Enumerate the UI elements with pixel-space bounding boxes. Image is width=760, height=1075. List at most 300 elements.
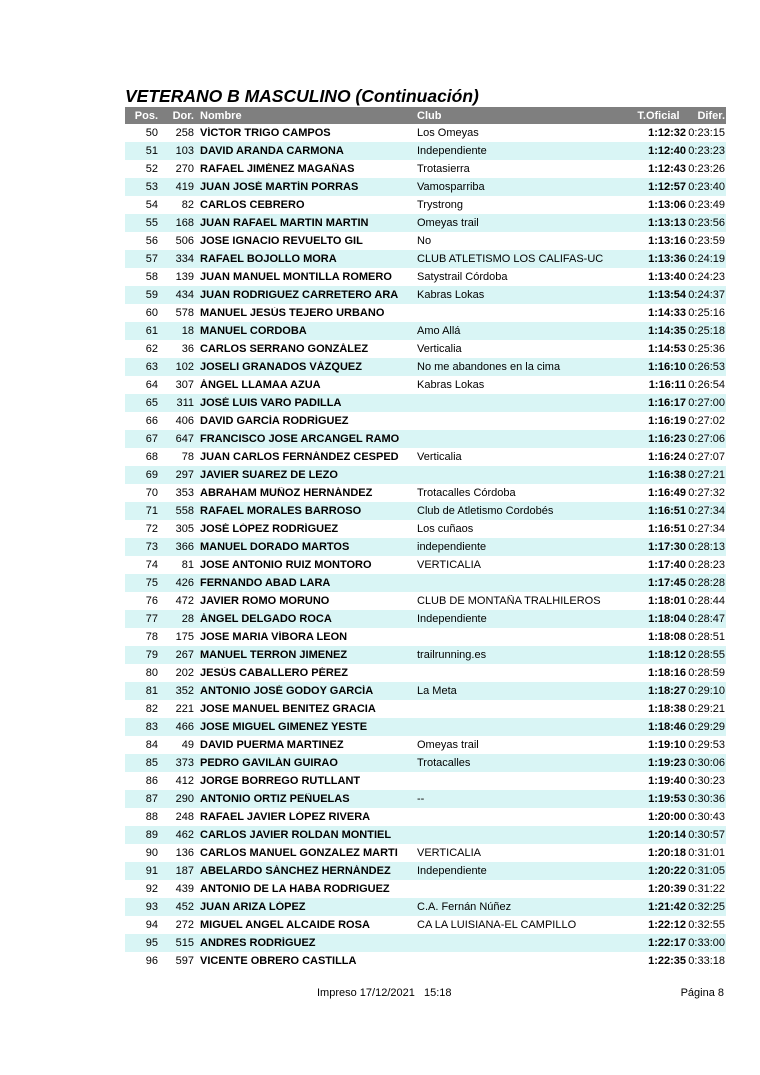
cell-diff: 0:32:55 [688, 919, 725, 931]
table-row [125, 466, 726, 484]
cell-dor: 175 [175, 631, 194, 643]
cell-time: 1:13:16 [648, 235, 686, 247]
cell-time: 1:14:53 [648, 343, 686, 355]
cell-diff: 0:31:05 [688, 865, 725, 877]
cell-pos: 64 [145, 379, 158, 391]
cell-name: MANUEL JESÚS TEJERO URBANO [200, 307, 385, 319]
cell-dor: 221 [175, 703, 194, 715]
cell-time: 1:18:04 [648, 613, 686, 625]
cell-dor: 466 [175, 721, 194, 733]
table-row [125, 592, 726, 610]
cell-dor: 272 [175, 919, 194, 931]
cell-time: 1:22:35 [648, 955, 686, 967]
cell-club: VERTICALIA [417, 847, 481, 859]
cell-pos: 73 [145, 541, 158, 553]
cell-dor: 103 [175, 145, 194, 157]
cell-pos: 59 [145, 289, 158, 301]
cell-diff: 0:30:57 [688, 829, 725, 841]
cell-dor: 28 [181, 613, 194, 625]
table-row [125, 250, 726, 268]
table-row [125, 700, 726, 718]
cell-pos: 65 [145, 397, 158, 409]
cell-pos: 96 [145, 955, 158, 967]
cell-dor: 49 [181, 739, 194, 751]
cell-diff: 0:27:21 [688, 469, 725, 481]
cell-club: -- [417, 793, 425, 805]
cell-club: Omeyas trail [417, 217, 479, 229]
header-dor: Dor. [172, 109, 194, 122]
cell-name: ÁNGEL LLAMAA AZUA [200, 379, 321, 391]
cell-diff: 0:28:23 [688, 559, 725, 571]
cell-diff: 0:32:25 [688, 901, 725, 913]
header-pos: Pos. [134, 109, 158, 122]
cell-pos: 52 [145, 163, 158, 175]
cell-pos: 71 [145, 505, 158, 517]
cell-name: VICENTE OBRERO CASTILLA [200, 955, 357, 967]
cell-name: ÁNGEL DELGADO ROCA [200, 613, 332, 625]
header-name: Nombre [200, 109, 242, 122]
cell-time: 1:13:40 [648, 271, 686, 283]
cell-name: JOSELI GRANADOS VÁZQUEZ [200, 361, 362, 373]
table-row [125, 574, 726, 592]
cell-club: trailrunning.es [417, 649, 487, 661]
cell-name: CARLOS CEBRERO [200, 199, 305, 211]
cell-diff: 0:24:19 [688, 253, 725, 265]
cell-name: JOSE MANUEL BENITEZ GRACIA [200, 703, 376, 715]
cell-diff: 0:23:40 [688, 181, 725, 193]
page-title: VETERANO B MASCULINO (Continuación) [125, 86, 479, 106]
cell-dor: 412 [175, 775, 194, 787]
cell-pos: 74 [145, 559, 158, 571]
cell-time: 1:20:14 [648, 829, 686, 841]
table-row [125, 520, 726, 538]
cell-pos: 80 [145, 667, 158, 679]
cell-diff: 0:23:49 [688, 199, 725, 211]
cell-diff: 0:29:21 [688, 703, 725, 715]
cell-time: 1:22:17 [648, 937, 686, 949]
cell-name: MANUEL DORADO MARTOS [200, 541, 350, 553]
cell-time: 1:16:24 [648, 451, 686, 463]
header-club: Club [417, 109, 442, 122]
cell-dor: 258 [175, 127, 194, 139]
cell-pos: 83 [145, 721, 158, 733]
cell-time: 1:18:38 [648, 703, 686, 715]
cell-diff: 0:27:32 [688, 487, 725, 499]
cell-club: Independiente [417, 145, 487, 157]
table-row [125, 862, 726, 880]
cell-club: La Meta [417, 685, 457, 697]
cell-time: 1:12:40 [648, 145, 686, 157]
cell-dor: 406 [175, 415, 194, 427]
cell-name: MANUEL TERRON JIMENEZ [200, 649, 348, 661]
cell-dor: 297 [175, 469, 194, 481]
cell-pos: 88 [145, 811, 158, 823]
cell-diff: 0:27:07 [688, 451, 725, 463]
cell-time: 1:16:10 [648, 361, 686, 373]
cell-time: 1:14:33 [648, 307, 686, 319]
table-row [125, 196, 726, 214]
cell-club: Trotacalles [417, 757, 471, 769]
cell-diff: 0:30:06 [688, 757, 725, 769]
table-row [125, 808, 726, 826]
table-row [125, 178, 726, 196]
cell-diff: 0:26:53 [688, 361, 725, 373]
cell-diff: 0:31:22 [688, 883, 725, 895]
table-row [125, 304, 726, 322]
cell-dor: 168 [175, 217, 194, 229]
cell-time: 1:19:23 [648, 757, 686, 769]
cell-dor: 647 [175, 433, 194, 445]
cell-pos: 63 [145, 361, 158, 373]
table-body [125, 124, 726, 970]
cell-name: FRANCISCO JOSE ARCANGEL RAMO [200, 433, 400, 445]
cell-diff: 0:23:56 [688, 217, 725, 229]
cell-diff: 0:33:00 [688, 937, 725, 949]
table-row [125, 610, 726, 628]
cell-name: PEDRO GAVILÁN GUIRAO [200, 757, 338, 769]
cell-name: VÍCTOR TRIGO CAMPOS [200, 127, 331, 139]
cell-dor: 18 [181, 325, 194, 337]
table-row [125, 628, 726, 646]
cell-pos: 54 [145, 199, 158, 211]
cell-name: JOSÉ LÓPEZ RODRÍGUEZ [200, 523, 339, 535]
cell-time: 1:13:36 [648, 253, 686, 265]
cell-diff: 0:25:18 [688, 325, 725, 337]
table-row [125, 268, 726, 286]
table-row [125, 340, 726, 358]
cell-time: 1:20:18 [648, 847, 686, 859]
cell-name: ABELARDO SÁNCHEZ HERNÁNDEZ [200, 865, 391, 877]
cell-dor: 452 [175, 901, 194, 913]
cell-time: 1:18:16 [648, 667, 686, 679]
cell-club: Satystrail Córdoba [417, 271, 508, 283]
cell-dor: 353 [175, 487, 194, 499]
cell-diff: 0:23:23 [688, 145, 725, 157]
cell-diff: 0:26:54 [688, 379, 725, 391]
cell-time: 1:13:54 [648, 289, 686, 301]
cell-diff: 0:29:29 [688, 721, 725, 733]
cell-name: RAFAEL MORALES BARROSO [200, 505, 362, 517]
cell-name: JAVIER ROMO MORUNO [200, 595, 330, 607]
cell-club: C.A. Fernán Núñez [417, 901, 512, 913]
cell-name: CARLOS JAVIER ROLDAN MONTIEL [200, 829, 392, 841]
cell-diff: 0:28:44 [688, 595, 725, 607]
cell-time: 1:13:13 [648, 217, 686, 229]
cell-pos: 92 [145, 883, 158, 895]
cell-club: Trystrong [417, 199, 464, 211]
table-row [125, 232, 726, 250]
cell-club: independiente [417, 541, 487, 553]
cell-pos: 66 [145, 415, 158, 427]
table-row [125, 754, 726, 772]
cell-time: 1:12:57 [648, 181, 686, 193]
cell-dor: 334 [175, 253, 194, 265]
cell-name: RAFAEL JIMÉNEZ MAGAÑAS [200, 163, 355, 175]
cell-diff: 0:24:23 [688, 271, 725, 283]
table-row [125, 646, 726, 664]
cell-dor: 366 [175, 541, 194, 553]
cell-time: 1:21:42 [648, 901, 686, 913]
cell-club: CA LA LUISIANA-EL CAMPILLO [417, 919, 577, 931]
cell-club: CLUB ATLETISMO LOS CALIFAS-UC [417, 253, 604, 265]
cell-pos: 76 [145, 595, 158, 607]
cell-pos: 79 [145, 649, 158, 661]
cell-club: No me abandones en la cima [417, 361, 561, 373]
cell-pos: 68 [145, 451, 158, 463]
cell-time: 1:12:43 [648, 163, 686, 175]
table-row [125, 736, 726, 754]
cell-time: 1:22:12 [648, 919, 686, 931]
cell-pos: 51 [145, 145, 158, 157]
cell-name: JORGE BORREGO RUTLLANT [200, 775, 361, 787]
cell-pos: 82 [145, 703, 158, 715]
cell-dor: 307 [175, 379, 194, 391]
cell-club: Omeyas trail [417, 739, 479, 751]
cell-name: CARLOS SERRANO GONZÁLEZ [200, 343, 369, 355]
table-row [125, 412, 726, 430]
cell-diff: 0:30:36 [688, 793, 725, 805]
cell-name: MANUEL CORDOBA [200, 325, 307, 337]
table-row [125, 826, 726, 844]
cell-name: ANTONIO ORTIZ PEÑUELAS [200, 793, 350, 805]
cell-pos: 53 [145, 181, 158, 193]
table-row [125, 718, 726, 736]
table-row [125, 916, 726, 934]
cell-name: JAVIER SUAREZ DE LEZO [200, 469, 338, 481]
cell-name: JOSE MARIA VÍBORA LEON [200, 631, 348, 643]
cell-dor: 78 [181, 451, 194, 463]
cell-time: 1:16:51 [648, 523, 686, 535]
cell-pos: 57 [145, 253, 158, 265]
cell-name: ABRAHAM MUÑOZ HERNÁNDEZ [200, 487, 373, 499]
cell-dor: 36 [181, 343, 194, 355]
cell-dor: 248 [175, 811, 194, 823]
cell-dor: 434 [175, 289, 194, 301]
cell-pos: 81 [145, 685, 158, 697]
cell-dor: 187 [175, 865, 194, 877]
cell-name: RAFAEL JAVIER LÓPEZ RIVERA [200, 811, 371, 823]
cell-pos: 91 [145, 865, 158, 877]
cell-dor: 426 [175, 577, 194, 589]
cell-time: 1:14:35 [648, 325, 686, 337]
table-row [125, 502, 726, 520]
cell-diff: 0:29:53 [688, 739, 725, 751]
cell-pos: 87 [145, 793, 158, 805]
table-row [125, 664, 726, 682]
table-row [125, 538, 726, 556]
cell-name: ANDRES RODRÍGUEZ [200, 937, 316, 949]
cell-dor: 139 [175, 271, 194, 283]
cell-pos: 86 [145, 775, 158, 787]
cell-pos: 70 [145, 487, 158, 499]
table-row [125, 682, 726, 700]
cell-diff: 0:28:51 [688, 631, 725, 643]
table-row [125, 556, 726, 574]
table-row [125, 358, 726, 376]
cell-diff: 0:33:18 [688, 955, 725, 967]
cell-pos: 56 [145, 235, 158, 247]
cell-time: 1:16:23 [648, 433, 686, 445]
cell-name: MIGUEL ANGEL ALCAIDE ROSA [200, 919, 370, 931]
cell-dor: 81 [181, 559, 194, 571]
cell-time: 1:17:45 [648, 577, 686, 589]
cell-pos: 60 [145, 307, 158, 319]
cell-time: 1:18:46 [648, 721, 686, 733]
table-row [125, 790, 726, 808]
cell-diff: 0:30:43 [688, 811, 725, 823]
cell-name: FERNANDO ABAD LARA [200, 577, 331, 589]
cell-name: DAVID ARANDA CARMONA [200, 145, 344, 157]
cell-diff: 0:27:34 [688, 505, 725, 517]
table-row [125, 322, 726, 340]
cell-diff: 0:28:28 [688, 577, 725, 589]
cell-club: Kabras Lokas [417, 289, 485, 301]
cell-name: RAFAEL BOJOLLO MORA [200, 253, 337, 265]
cell-diff: 0:31:01 [688, 847, 725, 859]
cell-dor: 311 [176, 397, 194, 409]
cell-pos: 62 [145, 343, 158, 355]
cell-name: JUAN CARLOS FERNÁNDEZ CESPED [200, 451, 399, 463]
cell-name: JUAN JOSÉ MARTÍN PORRAS [200, 181, 359, 193]
cell-diff: 0:30:23 [688, 775, 725, 787]
table-row [125, 898, 726, 916]
print-date: Impreso 17/12/2021 15:18 [317, 987, 452, 999]
cell-club: Los cuñaos [417, 523, 474, 535]
table-row [125, 844, 726, 862]
cell-name: JOSE MIGUEL GIMENEZ YESTE [200, 721, 368, 733]
cell-pos: 67 [145, 433, 158, 445]
cell-time: 1:18:27 [648, 685, 686, 697]
cell-time: 1:18:08 [648, 631, 686, 643]
cell-dor: 515 [175, 937, 194, 949]
cell-diff: 0:25:36 [688, 343, 725, 355]
cell-diff: 0:23:26 [688, 163, 725, 175]
cell-diff: 0:28:55 [688, 649, 725, 661]
cell-diff: 0:28:13 [688, 541, 725, 553]
cell-time: 1:19:53 [648, 793, 686, 805]
cell-club: VERTICALIA [417, 559, 481, 571]
cell-club: Kabras Lokas [417, 379, 485, 391]
cell-time: 1:20:39 [648, 883, 686, 895]
cell-dor: 102 [175, 361, 194, 373]
table-row [125, 394, 726, 412]
cell-pos: 55 [145, 217, 158, 229]
cell-name: ANTONIO DE LA HABA RODRIGUEZ [200, 883, 390, 895]
cell-dor: 290 [175, 793, 194, 805]
cell-dor: 462 [175, 829, 194, 841]
cell-diff: 0:28:59 [688, 667, 725, 679]
cell-club: Trotacalles Córdoba [417, 487, 516, 499]
table-row [125, 142, 726, 160]
cell-pos: 85 [145, 757, 158, 769]
cell-diff: 0:27:06 [688, 433, 725, 445]
header-time: T.Oficial [637, 109, 680, 122]
cell-name: CARLOS MANUEL GONZALEZ MARTI [200, 847, 398, 859]
cell-diff: 0:27:00 [688, 397, 725, 409]
cell-name: ANTONIO JOSÉ GODOY GARCÍA [200, 685, 374, 697]
cell-time: 1:19:10 [648, 739, 686, 751]
table-row [125, 214, 726, 232]
cell-pos: 78 [145, 631, 158, 643]
cell-club: No [417, 235, 432, 247]
cell-dor: 506 [175, 235, 194, 247]
cell-club: Los Omeyas [417, 127, 479, 139]
table-row [125, 376, 726, 394]
cell-time: 1:18:12 [648, 649, 686, 661]
cell-dor: 578 [175, 307, 194, 319]
cell-time: 1:12:32 [648, 127, 686, 139]
table-row [125, 448, 726, 466]
cell-dor: 472 [175, 595, 194, 607]
cell-time: 1:20:22 [648, 865, 686, 877]
table-row [125, 484, 726, 502]
cell-club: Independiente [417, 613, 487, 625]
cell-pos: 75 [145, 577, 158, 589]
cell-time: 1:13:06 [648, 199, 686, 211]
cell-time: 1:16:11 [648, 379, 686, 391]
cell-dor: 270 [175, 163, 194, 175]
cell-diff: 0:23:15 [688, 127, 725, 139]
cell-name: DAVID GARCÍA RODRÍGUEZ [200, 415, 349, 427]
cell-time: 1:16:38 [648, 469, 686, 481]
cell-dor: 419 [175, 181, 194, 193]
cell-pos: 72 [145, 523, 158, 535]
table-row [125, 934, 726, 952]
cell-club: Vamosparriba [417, 181, 485, 193]
cell-club: Verticalia [417, 343, 462, 355]
cell-diff: 0:23:59 [688, 235, 725, 247]
cell-club: Club de Atletismo Cordobés [417, 505, 554, 517]
cell-club: Amo Allá [417, 325, 461, 337]
cell-diff: 0:27:34 [688, 523, 725, 535]
cell-club: Independiente [417, 865, 487, 877]
cell-diff: 0:28:47 [688, 613, 725, 625]
table-row [125, 160, 726, 178]
cell-diff: 0:25:16 [688, 307, 725, 319]
cell-dor: 439 [175, 883, 194, 895]
cell-time: 1:16:19 [648, 415, 686, 427]
table-row [125, 124, 726, 142]
page-number: Página 8 [680, 987, 724, 999]
cell-pos: 77 [145, 613, 158, 625]
cell-club: CLUB DE MONTAÑA TRALHILEROS [417, 595, 601, 607]
cell-name: JOSE IGNACIO REVUELTO GIL [200, 235, 363, 247]
cell-name: DAVID PUERMA MARTINEZ [200, 739, 344, 751]
cell-pos: 94 [145, 919, 158, 931]
cell-time: 1:19:40 [648, 775, 686, 787]
cell-dor: 267 [175, 649, 194, 661]
cell-dor: 373 [175, 757, 194, 769]
header-diff: Difer. [697, 109, 725, 122]
cell-time: 1:17:40 [648, 559, 686, 571]
cell-pos: 58 [145, 271, 158, 283]
cell-dor: 82 [181, 199, 194, 211]
cell-pos: 61 [145, 325, 158, 337]
cell-time: 1:16:51 [648, 505, 686, 517]
cell-diff: 0:27:02 [688, 415, 725, 427]
cell-dor: 558 [175, 505, 194, 517]
cell-dor: 202 [175, 667, 194, 679]
cell-club: Verticalia [417, 451, 462, 463]
cell-pos: 69 [145, 469, 158, 481]
cell-name: JUAN MANUEL MONTILLA ROMERO [200, 271, 392, 283]
cell-pos: 93 [145, 901, 158, 913]
cell-name: JUAN ARIZA LÓPEZ [200, 901, 306, 913]
cell-diff: 0:24:37 [688, 289, 725, 301]
cell-pos: 50 [145, 127, 158, 139]
cell-name: JESÚS CABALLERO PÉREZ [200, 667, 348, 679]
cell-dor: 352 [175, 685, 194, 697]
